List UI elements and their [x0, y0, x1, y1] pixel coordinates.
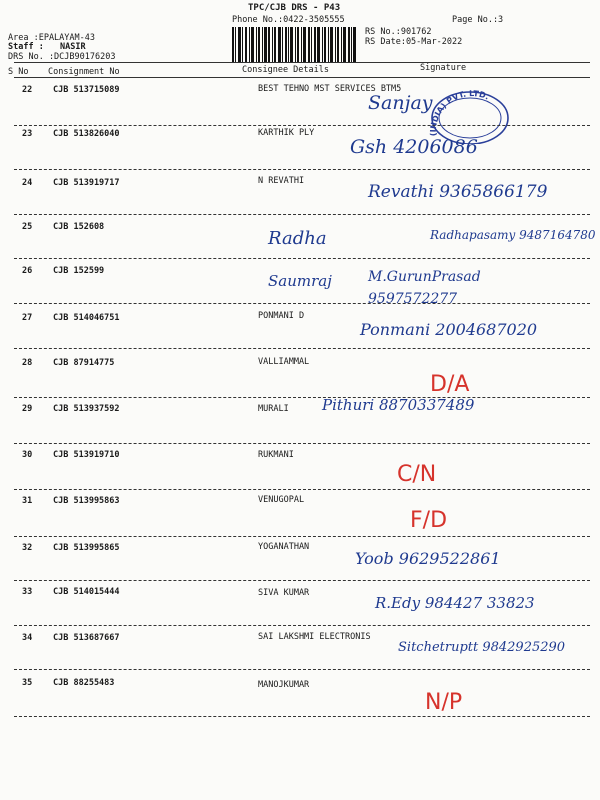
row-35-consignee: MANOJKUMAR	[258, 680, 310, 690]
row-31-consignee: VENUGOPAL	[258, 495, 305, 505]
row-divider	[14, 214, 590, 215]
row-32-consignment: CJB 513995865	[53, 543, 120, 553]
row-31-status: F/D	[410, 508, 448, 533]
row-divider	[14, 348, 590, 349]
row-28-consignment: CJB 87914775	[53, 358, 115, 368]
row-divider	[14, 258, 590, 259]
column-divider	[14, 77, 590, 78]
row-34-signature: Sitchetruptt 9842925290	[398, 640, 566, 655]
row-24-consignment: CJB 513919717	[53, 178, 120, 188]
row-22-consignment: CJB 513715089	[53, 85, 120, 95]
row-divider	[14, 489, 590, 490]
row-28-consignee: VALLIAMMAL	[258, 357, 310, 367]
row-34-consignment: CJB 513687667	[53, 633, 120, 643]
col-signature: Signature	[420, 63, 467, 73]
row-divider	[14, 669, 590, 670]
row-31-sno: 31	[22, 496, 33, 506]
row-23-signature: Gsh 4206086	[350, 136, 478, 158]
row-divider	[14, 580, 590, 581]
row-25-sno: 25	[22, 222, 33, 232]
row-27-consignee: PONMANI D	[258, 311, 305, 321]
rs-date: RS Date:05-Mar-2022	[365, 37, 463, 47]
col-consignee: Consignee Details	[242, 65, 329, 75]
row-divider	[14, 125, 590, 126]
row-34-consignee: SAI LAKSHMI ELECTRONIS	[258, 632, 371, 642]
row-27-sno: 27	[22, 313, 33, 323]
row-26-sno: 26	[22, 266, 33, 276]
row-25-signature: Radha	[268, 228, 327, 249]
row-29-consignment: CJB 513937592	[53, 404, 120, 414]
row-30-consignee: RUKMANI	[258, 450, 294, 460]
col-sno: S No	[8, 67, 29, 77]
row-24-sno: 24	[22, 178, 33, 188]
row-25-consignment: CJB 152608	[53, 222, 105, 232]
row-33-consignment: CJB 514015444	[53, 587, 120, 597]
row-29-sno: 29	[22, 404, 33, 414]
row-33-consignee: SIVA KUMAR	[258, 588, 310, 598]
row-32-sno: 32	[22, 543, 33, 553]
row-31-consignment: CJB 513995863	[53, 496, 120, 506]
row-22-sno: 22	[22, 85, 33, 95]
row-divider	[14, 443, 590, 444]
row-divider	[14, 169, 590, 170]
row-35-sno: 35	[22, 678, 33, 688]
row-divider	[14, 625, 590, 626]
row-35-consignment: CJB 88255483	[53, 678, 115, 688]
row-32-consignee: YOGANATHAN	[258, 542, 310, 552]
row-25-signature-extra: Radhapasamy 9487164780	[430, 228, 596, 242]
area-label: Area :EPALAYAM-43	[8, 33, 95, 43]
row-27-signature: Ponmani 2004687020	[360, 320, 538, 339]
row-22-signature: Sanjay	[368, 92, 433, 114]
drs-number: DRS No. :DCJB90176203	[8, 52, 116, 62]
row-22-consignee: BEST TEHNO MST SERVICES BTM5	[258, 84, 402, 94]
row-30-consignment: CJB 513919710	[53, 450, 120, 460]
row-33-sno: 33	[22, 587, 33, 597]
row-26-consignment: CJB 152599	[53, 266, 105, 276]
row-33-signature: R.Edy 984427 33823	[375, 594, 535, 612]
row-divider	[14, 716, 590, 717]
row-28-status: D/A	[430, 372, 470, 397]
row-34-sno: 34	[22, 633, 33, 643]
row-29-consignee: MURALI	[258, 404, 289, 414]
row-divider	[14, 303, 590, 304]
staff-label: Staff :	[8, 42, 44, 52]
row-32-signature: Yoob 9629522861	[355, 549, 501, 568]
row-23-consignee: KARTHIK PLY	[258, 128, 315, 138]
row-26-signature: Saumraj	[268, 272, 332, 290]
page-title: TPC/CJB DRS - P43	[248, 3, 341, 13]
header-divider	[14, 62, 590, 63]
row-23-sno: 23	[22, 129, 33, 139]
page-number: Page No.:3	[452, 15, 504, 25]
row-28-sno: 28	[22, 358, 33, 368]
row-26-signature-extra: M.GurunPrasad 9597572277	[368, 269, 481, 308]
row-23-consignment: CJB 513826040	[53, 129, 120, 139]
col-consignment: Consignment No	[48, 67, 120, 77]
row-29-signature: Pithuri 8870337489	[322, 396, 475, 414]
phone-number: Phone No.:0422-3505555	[232, 15, 345, 25]
row-24-signature: Revathi 9365866179	[368, 182, 548, 202]
row-30-sno: 30	[22, 450, 33, 460]
rs-number: RS No.:901762	[365, 27, 432, 37]
row-24-consignee: N REVATHI	[258, 176, 305, 186]
row-30-status: C/N	[397, 462, 437, 487]
staff-name: NASIR	[60, 42, 86, 52]
row-35-status: N/P	[425, 690, 463, 715]
row-27-consignment: CJB 514046751	[53, 313, 120, 323]
barcode	[232, 27, 356, 63]
svg-text:(INDIA) PVT. LTD.: (INDIA) PVT. LTD.	[428, 89, 491, 137]
row-divider	[14, 536, 590, 537]
